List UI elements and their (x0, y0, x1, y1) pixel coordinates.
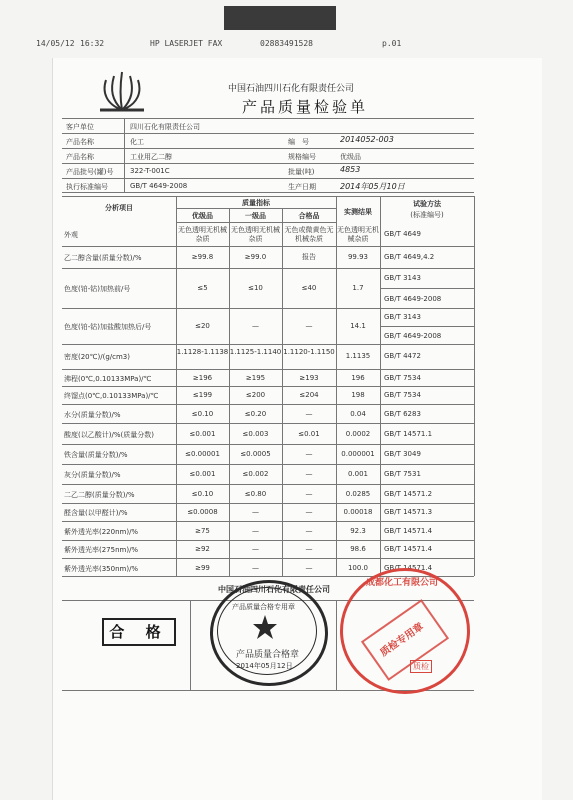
table-row-item: 色度(铂-钴)加热前/号 (64, 285, 131, 293)
table-row-method-2: GB/T 4649-2008 (384, 295, 442, 303)
table-row-grade-2: ≥99.0 (244, 253, 267, 261)
customer-value: 四川石化有限责任公司 (130, 123, 200, 131)
table-row-grade-2: 1.1125-1.1140 (229, 348, 282, 356)
table-row-result: 0.0002 (345, 430, 371, 438)
table-row-grade-1: ≤0.001 (189, 470, 216, 478)
fax-time: 16:32 (80, 39, 105, 48)
table-row-item: 紫外透光率(350nm)/% (64, 565, 139, 573)
table-row-grade-2: — (252, 322, 259, 330)
stamp-left-ring-text: 中国石油四川石化有限责任公司 (218, 585, 330, 594)
fax-date: 14/05/12 (36, 39, 75, 48)
table-row-grade-1: ≥99.8 (191, 253, 214, 261)
header-method: 试验方法 (413, 200, 441, 208)
standard-value: GB/T 4649-2008 (130, 182, 188, 190)
table-row-result: 0.04 (350, 410, 366, 418)
no-label: 编 号 (288, 138, 309, 146)
date-label: 生产日期 (288, 183, 316, 191)
table-row-grade-3: — (305, 508, 313, 516)
table-row-item: 酸度(以乙酸计)/%(质量分数) (64, 431, 154, 439)
table-row-method: GB/T 14571.4 (384, 527, 433, 535)
table-row-method-2: GB/T 4649-2008 (384, 332, 442, 340)
table-row-grade-3: 无色或微黄色无机械杂质 (284, 226, 334, 243)
table-row-method: GB/T 14571.4 (384, 545, 433, 553)
table-row-result: 92.3 (350, 527, 366, 535)
table-row-result: 1.1135 (345, 352, 371, 360)
standard-label: 执行标准编号 (66, 183, 108, 191)
grade-label: 规格编号 (288, 153, 316, 161)
table-row-result: 98.6 (350, 545, 366, 553)
table-row-item: 紫外透光率(275nm)/% (64, 546, 139, 554)
table-row-grade-3: — (305, 545, 313, 553)
grade-value: 优级品 (340, 153, 361, 161)
star-icon (252, 614, 278, 640)
table-row-grade-3: — (305, 322, 313, 330)
table-row-grade-3: ≤0.01 (298, 430, 320, 438)
header-quality: 质量指标 (242, 199, 270, 207)
table-row-grade-2: ≥195 (245, 374, 266, 382)
table-row-method: GB/T 4472 (384, 352, 421, 360)
table-row-method: GB/T 7534 (384, 374, 421, 382)
header-grade-3: 合格品 (298, 212, 320, 220)
table-row-grade-1: ≤5 (197, 284, 208, 292)
table-row-method: GB/T 3049 (384, 450, 421, 458)
table-row-grade-2: ≤0.0005 (240, 450, 271, 458)
table-row-method: GB/T 14571.4 (384, 564, 433, 572)
table-row-method: GB/T 7531 (384, 470, 421, 478)
table-row-grade-1: ≤20 (195, 322, 210, 330)
table-row-grade-1: ≤0.10 (191, 490, 214, 498)
table-row-method: GB/T 14571.2 (384, 490, 433, 498)
table-row-grade-1: ≤0.001 (189, 430, 216, 438)
specimen-value: 工业用乙二醇 (130, 153, 172, 161)
table-row-grade-1: ≥196 (192, 374, 213, 382)
table-row-grade-2: — (252, 564, 259, 572)
table-row-grade-3: ≥193 (299, 374, 319, 382)
stamp-left-inner-bottom: 产品质量合格章 (236, 650, 300, 660)
table-row-result: 1.7 (352, 284, 364, 292)
table-row-result: 0.000001 (341, 450, 375, 458)
table-row-grade-2: — (252, 527, 259, 535)
table-row-grade-1: ≥92 (195, 545, 210, 553)
table-row-grade-3: — (305, 527, 313, 535)
table-row-grade-3: — (305, 470, 313, 478)
table-row-method: GB/T 4649,4.2 (384, 253, 435, 261)
table-row-grade-3: ≤204 (299, 391, 319, 399)
table-row-grade-1: ≤0.10 (191, 410, 214, 418)
table-row-item: 醛含量(以甲醛计)/% (64, 509, 128, 517)
table-row-method: GB/T 3143 (384, 274, 421, 282)
document-title: 产品质量检验单 (242, 98, 369, 116)
fax-tab-marker (224, 6, 336, 30)
batch-value: 322-T-001C (130, 167, 170, 175)
table-row-item: 二乙二醇(质量分数)/% (64, 491, 135, 499)
table-row-grade-2: ≤0.80 (244, 490, 267, 498)
table-row-grade-3: — (305, 410, 313, 418)
table-row-grade-2: ≤10 (248, 284, 263, 292)
no-value: 2014052-003 (340, 135, 394, 144)
header-item: 分析项目 (105, 204, 133, 212)
table-row-result: 100.0 (347, 564, 369, 572)
table-row-grade-1: ≤199 (192, 391, 213, 399)
conclusion-pass-box: 合 格 (102, 618, 176, 646)
table-row-result: 无色透明无机械杂质 (337, 226, 379, 243)
table-row-method: GB/T 7534 (384, 391, 421, 399)
table-row-item: 乙二醇含量(质量分数)/% (64, 254, 142, 262)
petrochina-logo-icon (96, 70, 148, 114)
table-row-grade-2: ≤0.20 (244, 410, 267, 418)
table-row-item: 沸程(0℃,0.10133MPa)/℃ (64, 375, 152, 383)
table-row-grade-2: ≤0.002 (242, 470, 269, 478)
specimen-label: 产品名称 (66, 153, 94, 161)
table-row-result: 99.93 (347, 253, 369, 261)
table-row-result: 196 (351, 374, 365, 382)
stamp-right-inner: 质检专用章 (378, 621, 426, 659)
table-row-item: 色度(铂-钴)加盐酸加热后/号 (64, 323, 152, 331)
table-row-method: GB/T 6283 (384, 410, 421, 418)
table-row-method: GB/T 14571.1 (384, 430, 433, 438)
table-row-item: 紫外透光率(220nm)/% (64, 528, 139, 536)
table-row-item: 水分(质量分数)/% (64, 411, 121, 419)
batch-label: 产品批号(罐)号 (66, 168, 114, 176)
table-row-method: GB/T 4649 (384, 230, 421, 238)
table-row-item: 密度(20℃)/(g/cm3) (64, 353, 130, 361)
fax-page: p.01 (382, 39, 402, 48)
table-row-grade-2: — (252, 508, 259, 516)
table-row-result: 0.0285 (345, 490, 371, 498)
stamp-right-tag: 质检 (410, 660, 432, 673)
table-row-grade-2: ≤200 (245, 391, 266, 399)
fax-device: HP LASERJET FAX (150, 39, 223, 48)
table-row-method: GB/T 3143 (384, 313, 421, 321)
date-value: 2014年05月10日 (340, 182, 405, 191)
table-row-item: 灰分(质量分数)/% (64, 471, 121, 479)
table-row-grade-3: 报告 (302, 253, 316, 261)
customer-label: 客户单位 (66, 123, 94, 131)
table-row-grade-1: ≥75 (195, 527, 210, 535)
stamp-left-inner-top: 产品质量合格专用章 (232, 603, 295, 611)
stamp-left-date: 2014年05月12日 (236, 662, 293, 670)
table-row-item: 外观 (64, 231, 78, 239)
table-row-item: 终馏点(0℃,0.10133MPa)/℃ (64, 392, 159, 400)
header-grade-2: 一级品 (245, 212, 266, 220)
table-row-grade-2: ≤0.003 (242, 430, 269, 438)
table-row-method: GB/T 14571.3 (384, 508, 433, 516)
product-value: 化工 (130, 138, 144, 146)
product-label: 产品名称 (66, 138, 94, 146)
table-row-grade-2: 无色透明无机械杂质 (231, 226, 280, 243)
lot-value: 4853 (340, 165, 361, 174)
header-grade-1: 优级品 (192, 212, 213, 220)
company-name: 中国石油四川石化有限责任公司 (228, 84, 355, 94)
lot-label: 批量(吨) (288, 168, 315, 176)
header-method-sub: (标准编号) (410, 211, 444, 219)
table-row-grade-3: — (305, 450, 313, 458)
table-row-result: 198 (351, 391, 365, 399)
stamp-right-ring-text: 成都化工有限公司 (365, 578, 438, 588)
table-row-grade-1: ≤0.0008 (187, 508, 218, 516)
table-row-result: 0.00018 (343, 508, 373, 516)
table-row-grade-1: 1.1128-1.1138 (176, 348, 229, 356)
fax-number: 02883491528 (260, 39, 313, 48)
table-row-grade-1: ≥99 (195, 564, 210, 572)
table-row-grade-1: ≤0.00001 (185, 450, 220, 458)
table-row-result: 0.001 (347, 470, 369, 478)
table-row-grade-3: ≤40 (301, 284, 317, 292)
table-row-result: 14.1 (350, 322, 366, 330)
table-row-grade-2: — (252, 545, 259, 553)
table-row-grade-1: 无色透明无机械杂质 (178, 226, 227, 243)
header-result: 实测结果 (344, 208, 372, 216)
table-row-grade-3: — (305, 490, 313, 498)
table-row-grade-3: 1.1120-1.1150 (283, 348, 335, 356)
table-row-grade-3: — (305, 564, 313, 572)
table-row-item: 铁含量(质量分数)/% (64, 451, 128, 459)
